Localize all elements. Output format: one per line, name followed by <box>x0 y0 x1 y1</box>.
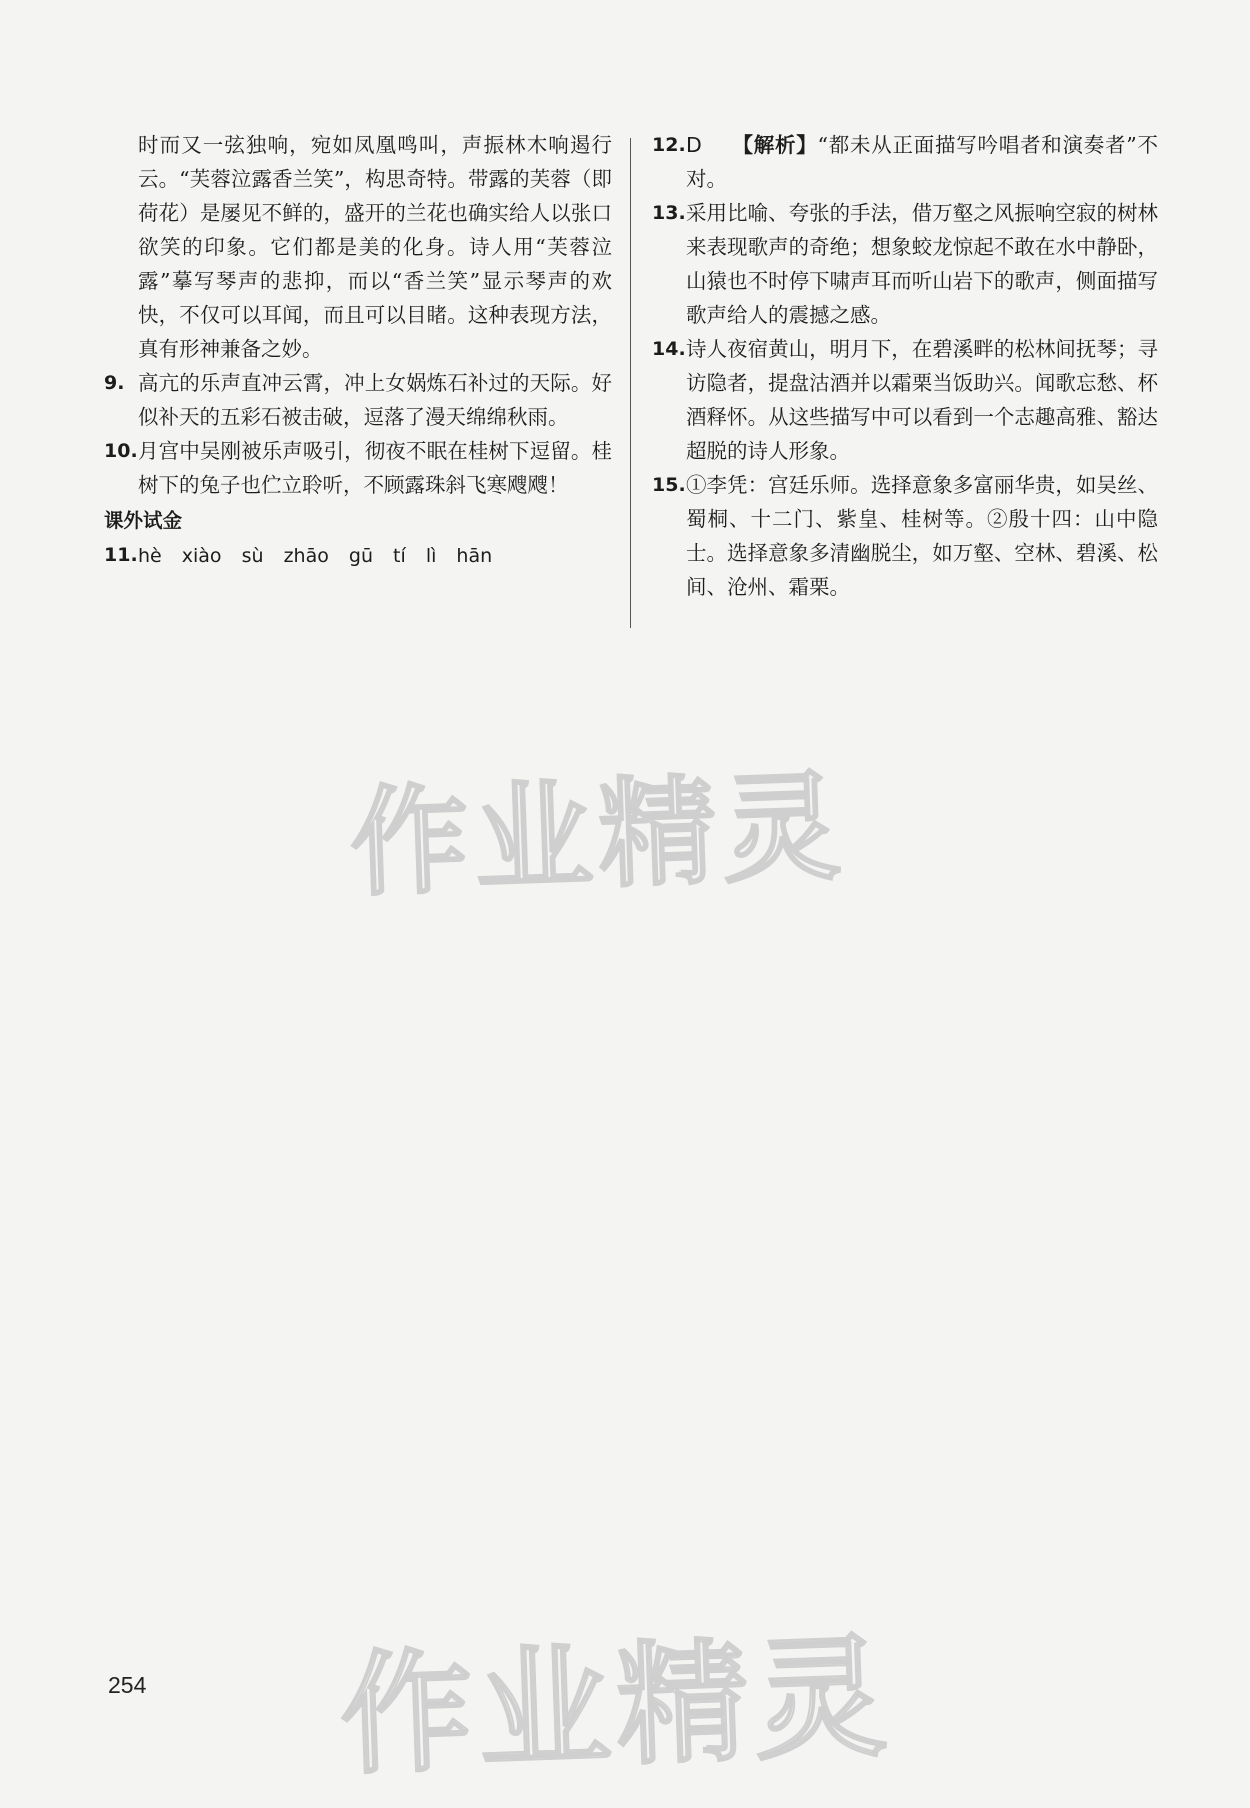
watermark: 作业精灵 <box>348 757 849 913</box>
answer-9-number: 9. <box>104 372 125 394</box>
page-number: 254 <box>108 1672 147 1698</box>
answer-11 <box>104 538 612 573</box>
answer-10-number: 10. <box>104 440 138 462</box>
answer-12-choice: D <box>686 133 702 157</box>
answer-15-number: 15. <box>652 474 686 496</box>
answer-12-number: 12. <box>652 134 686 156</box>
answer-13-text: 采用比喻、夸张的手法，借万壑之风振响空寂的树林来表现歌声的奇绝；想象蛟龙惊起不敢在水中静卧，山猿也不时停下啸声耳而听山岩下的歌声，侧面描写歌声给人的震撼之感。 <box>686 201 1158 327</box>
answer-8-continuation <box>104 128 612 366</box>
answer-13 <box>652 196 1158 332</box>
watermark-bottom: 作业精灵 <box>337 1620 895 1794</box>
section-title: 课外试金 <box>104 509 183 532</box>
answer-10-text: 月宫中吴刚被乐声吸引，彻夜不眠在桂树下逗留。桂树下的兔子也伫立聆听，不顾露珠斜飞寒飕飕！ <box>138 439 612 497</box>
answer-10 <box>104 434 612 502</box>
answer-14-text: 诗人夜宿黄山，明月下，在碧溪畔的松林间抚琴；寻访隐者，提盘沽酒并以霜栗当饭助兴。闻歌忘愁、杯酒释怀。从这些描写中可以看到一个志趣高雅、豁达超脱的诗人形象。 <box>686 337 1158 463</box>
answer-8-text: 时而又一弦独响，宛如凤凰鸣叫，声振林木响遏行云。“芙蓉泣露香兰笑”，构思奇特。带露的芙蓉（即荷花）是屡见不鲜的，盛开的兰花也确实给人以张口欲笑的印象。它们都是美的化身。诗人用“芙蓉泣露”摹写琴声的悲抑，而以“香兰笑”显示琴声的欢快，不仅可以耳闻，而且可以目睹。这种表现方法，真有形神兼备之妙。 <box>138 133 612 361</box>
answer-11-pinyin: hè xiào sù zhāo gū tí lì hān <box>138 545 493 567</box>
answer-9-text: 高亢的乐声直冲云霄，冲上女娲炼石补过的天际。好似补天的五彩石被击破，逗落了漫天绵绵秋雨。 <box>138 371 612 429</box>
answer-11-number: 11. <box>104 544 138 566</box>
answer-12-text: “都未从正面描写吟唱者和演奏者”不对。 <box>686 133 1158 191</box>
answer-15 <box>652 468 1158 604</box>
column-divider <box>630 138 631 628</box>
analysis-label: 【解析】 <box>731 133 818 157</box>
answer-14 <box>652 332 1158 468</box>
answer-15-text: ①李凭：宫廷乐师。选择意象多富丽华贵，如吴丝、蜀桐、十二门、紫皇、桂树等。②殷十四：山中隐士。选择意象多清幽脱尘，如万壑、空林、碧溪、松间、沧州、霜栗。 <box>686 473 1158 599</box>
answer-14-number: 14. <box>652 338 686 360</box>
answer-12 <box>652 128 1158 196</box>
left-column <box>104 128 612 573</box>
answer-9 <box>104 366 612 434</box>
answer-13-number: 13. <box>652 202 686 224</box>
right-column <box>652 128 1158 604</box>
